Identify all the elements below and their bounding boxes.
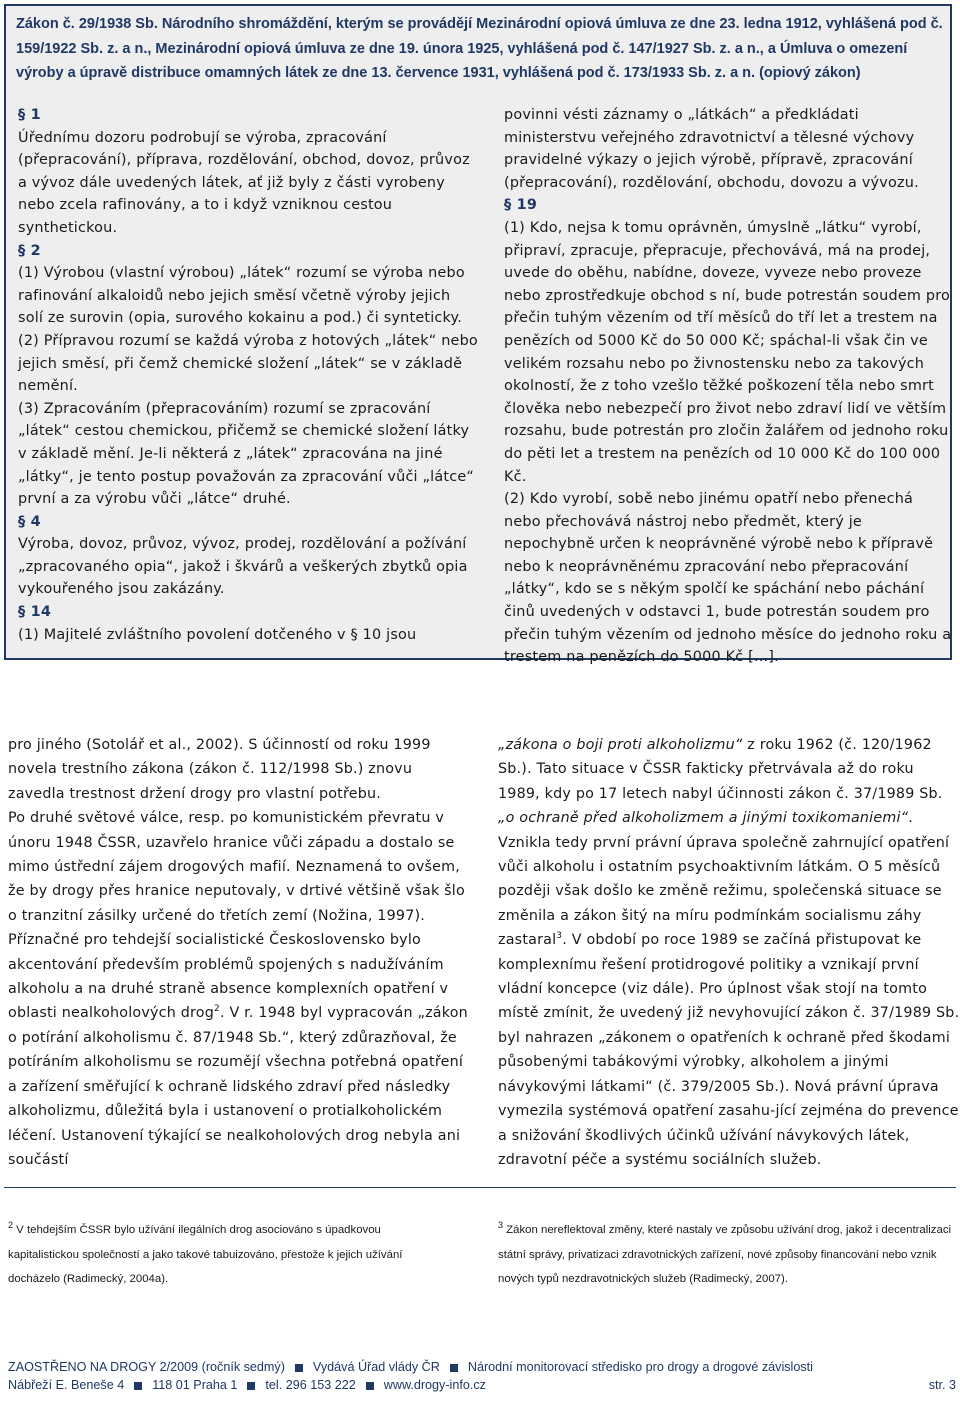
footnote-2 <box>8 1218 448 1292</box>
section-4-heading: § 4 <box>18 511 478 534</box>
page-footer <box>8 1358 956 1394</box>
section-1-text: Úřednímu dozoru podrobují se výroba, zpracování (přepracování), příprava, rozdělování, obchod, dovoz, průvoz a vývoz dále uvedených látek, ať již byly z části vyrobeny nebo zcela rafinovány, a to i když vzniknou cestou synthetickou. <box>18 129 470 236</box>
square-bullet-icon <box>295 1364 303 1372</box>
paragraph-text: . V r. 1948 byl vypracován „zákon o potírání alkoholismu č. 87/1948 Sb.“, který zdůrazňoval, že potíráním alkoholismu se rozumějí všechna potřebná opatření a zařízení směřující k ochraně lidského zdraví před následky alkoholizmu, důležitá byla i ustanovení o protialkoholickém léčení. Ustanovení týkající se nealkoholových drog nebyla ani součástí <box>8 1005 468 1168</box>
section-14-heading: § 14 <box>18 601 478 624</box>
paragraph-text: . V období po roce 1989 se začíná přistupovat ke komplexnímu řešení protidrogové politiky a vznikají první vládní koncepce (viz dále). Pro úplnost však stojí na tomto místě zmínit, že uvedený již nevyhovující zákon č. 37/1989 Sb. byl nahrazen „zákonem o opatřeních k ochraně před škodami působenými tabákovými výrobky, alkoholem a jinými návykovými látkami“ (č. 379/2005 Sb.). Nová právní úprava vymezila systémová opatření zasahu-jící zejména do prevence a snižování škodlivých účinků užívání návykových látek, zdravotní péče a systému sociálních služeb. <box>498 932 960 1168</box>
website-link[interactable]: www.drogy-info.cz <box>383 1378 486 1392</box>
street: Nábřeží E. Beneše 4 <box>8 1378 125 1392</box>
footer-line-2 <box>8 1376 956 1394</box>
law-excerpt-box <box>4 4 952 666</box>
journal-name: ZAOSTŘENO NA DROGY 2/2009 (ročník sedmý) <box>8 1360 285 1374</box>
footer-line-1 <box>8 1358 956 1376</box>
paragraph <box>498 733 960 1172</box>
section-19-heading: § 19 <box>504 194 952 217</box>
square-bullet-icon <box>134 1382 142 1390</box>
law-name-italic: „zákona o boji proti alkoholizmu“ <box>498 737 743 753</box>
footnote-ref: 3 <box>556 931 563 942</box>
section-1-heading: § 1 <box>18 104 478 127</box>
footnote-text: V tehdejším ČSSR bylo užívání ilegálních drog asociováno s úpadkovou kapitalistickou společností a jako takové tabuizováno, přestože k jejich užívání docházelo (Radimecký, 2004a). <box>8 1224 403 1286</box>
square-bullet-icon <box>450 1364 458 1372</box>
paragraph <box>8 806 468 1172</box>
law-name-italic: „o ochraně před alkoholizmem a jinými toxikomaniemi“ <box>498 810 909 827</box>
section-2-para-3: (3) Zpracováním (přepracováním) rozumí se zpracování „látek“ cestou chemickou, přičemž se chemické složení látky v základě mění. Je-li některá z „látek“ zpracována na jiné „látky“, je tento postup považován za zpracování vůči „látce“ první a za výrobu vůči „látce“ druhé. <box>18 400 475 508</box>
square-bullet-icon <box>247 1382 255 1390</box>
section-14-continued: povinni vésti záznamy o „látkách“ a předkládati ministerstvu veřejného zdravotnictví a tělesné výchovy pravidelné výkazy o jejich výrobě, přípravě, zpracování (přepracování), rozdělování, obchodu, dovozu a vývozu. <box>504 107 919 191</box>
paragraph: pro jiného (Sotolář et al., 2002). S účinností od roku 1999 novela trestního zákona (zákon č. 112/1998 Sb.) znovu zavedla trestnost držení drogy pro vlastní potřebu. <box>8 737 431 802</box>
footnote-text: Zákon nereflektoval změny, které nastaly ve způsobu užívání drog, jakož i decentralizaci státní správy, privatizaci zdravotnických zařízení, nové způsoby financování nebo vznik nových typů nezdravotnických služeb (Radimecký, 2007). <box>498 1224 952 1286</box>
section-2-para-2: (2) Přípravou rozumí se každá výroba z hotových „látek“ nebo jejich směsí, při čemž chemické složení „látek“ se v základě nemění. <box>18 332 478 395</box>
paragraph-text: z roku 1962 (č. 120/1962 Sb.). Tato situace v ČSSR fakticky přetrvávala až do roku 1989, kdy po 17 letech nabyl účinnosti zákon č. 37/1989 Sb. <box>498 737 943 802</box>
square-bullet-icon <box>366 1382 374 1390</box>
law-column-right <box>504 104 952 669</box>
section-4-text: Výroba, dovoz, průvoz, vývoz, prodej, rozdělování a požívání „zpracovaného opia“, jakož i škvárů a veškerých zbytků opia vykouřeného jsou zakázány. <box>18 536 468 598</box>
section-19-para-2: (2) Kdo vyrobí, sobě nebo jinému opatří nebo přenechá nebo přechovává nástroj nebo předmět, který je nepochybně určen k neoprávněné výrobě nebo k přípravě nebo k neoprávněnému zpracování nebo přepracování „látky“, kdo se s někým spolčí ke spáchání nebo páchání činů uvedených v odstavci 1, bude potrestán soudem pro přečin tuhým vězením od jednoho měsíce do jednoho roku a trestem na penězích do 5000 Kč [...]. <box>504 491 952 666</box>
law-column-left <box>18 104 478 646</box>
article-column-right <box>498 733 960 1172</box>
section-2-heading: § 2 <box>18 240 478 263</box>
footnote-mark: 3 <box>498 1220 504 1231</box>
footnote-divider <box>4 1187 956 1188</box>
article-column-left <box>8 733 468 1172</box>
city: 118 01 Praha 1 <box>152 1378 238 1392</box>
footnote-mark: 2 <box>8 1220 14 1231</box>
footnote-ref: 2 <box>214 1004 220 1015</box>
paragraph-text: Po druhé světové válce, resp. po komunistickém převratu v únoru 1948 ČSSR, uzavřelo hranice vůči západu a dostalo se mimo ústřední zájem drogových mafií. Neznamená to ovšem, že by drogy přes hranice neputovaly, v drtivé většině však šlo o tranzitní zásilky určené do třetích zemí (Nožina, 1997). Příznačné pro tehdejší socialistické Československo bylo akcentování především problémů spojených s nadužíváním alkoholu a na druhé straně absence komplexních opatření v oblasti nealkoholových drog <box>8 810 465 1022</box>
monitoring-centre: Národní monitorovací středisko pro drogy a drogové závislosti <box>467 1360 813 1374</box>
page-number: str. 3 <box>928 1378 956 1392</box>
footnote-3 <box>498 1218 953 1292</box>
paragraph-text: . Vznikla tedy první právní úprava společně zahrnující opatření vůči alkoholu i ostatním psychoaktivním látkám. O 5 měsíců později však došlo ke změně režimu, společenská situace se změnila a zákon šitý na míru podmínkám socialismu záhy zastaral <box>498 810 950 949</box>
law-title: Zákon č. 29/1938 Sb. Národního shromáždění, kterým se provádějí Mezinárodní opiová úmluva ze dne 23. ledna 1912, vyhlášená pod č. 159/1922 Sb. z. a n., Mezinárodní opiová úmluva ze dne 19. února 1925, vyhlášená pod č. 147/1927 Sb. z. a n., a Úmluva o omezení výroby a úpravě distribuce omamných látek ze dne 13. července 1931, vyhlášená pod č. 173/1933 Sb. z. a n. (opiový zákon) <box>16 16 943 81</box>
phone: tel. 296 153 222 <box>265 1378 356 1392</box>
section-19-para-1: (1) Kdo, nejsa k tomu oprávněn, úmyslně „látku“ vyrobí, připraví, zpracuje, přepracuje, přechovává, má na prodej, uvede do oběhu, nabídne, doveze, vyveze nebo proveze nebo zprostředkuje obchod s ní, bude potrestán soudem pro přečin tuhým vězením od tří měsíců do tří let a trestem na penězích od 5000 Kč do 50 000 Kč; spáchal-li však čin ve velikém rozsahu nebo po živnostensku nebo za takových okolností, že z toho vzešlo těžké poškození těla nebo smrt člověka nebo nebezpečí pro život nebo zdraví lidí ve větším rozsahu, bude potrestán pro zločin žalářem od jednoho roku do pěti let a trestem na penězích od 10 000 Kč do 100 000 Kč. <box>504 219 951 485</box>
section-2-para-1: (1) Výrobou (vlastní výrobou) „látek“ rozumí se výroba nebo rafinování alkaloidů nebo jejich směsí včetně výroby jejich solí ze surovin (opia, surového kokainu a pod.) či synteticky. <box>18 265 465 327</box>
publisher: Vydává Úřad vlády ČR <box>312 1360 440 1374</box>
section-14-text: (1) Majitelé zvláštního povolení dotčeného v § 10 jsou <box>18 626 417 643</box>
